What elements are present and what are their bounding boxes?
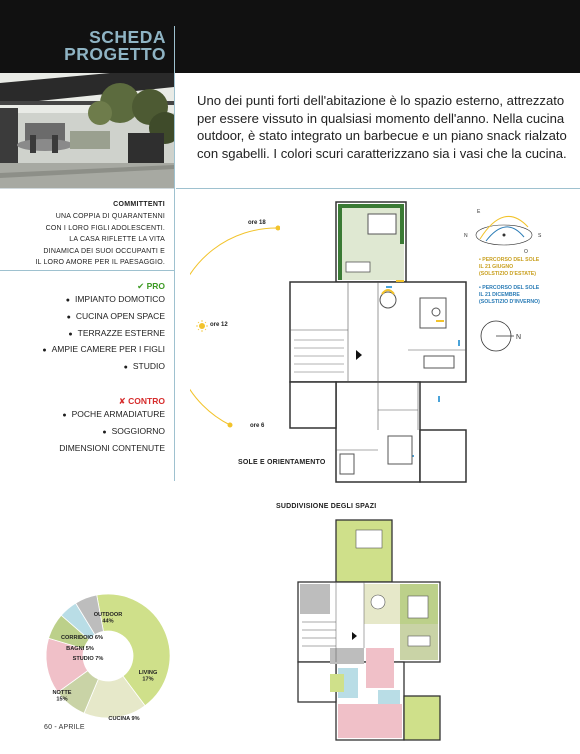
list-item: ● TERRAZZE ESTERNE [5,326,165,343]
list-item: ● STUDIO [5,359,165,376]
legend-line: • PERCORSO DEL SOLE [479,285,540,291]
space-donut-chart [44,592,172,720]
photo-divider [0,188,174,189]
legend-line: (SOLSTIZIO D'INVERNO) [479,299,540,305]
committenti-line: IL LORO AMORE PER IL PAESAGGIO. [35,259,165,266]
column-divider [174,26,175,481]
sidebar-divider [0,270,174,271]
pro-heading: ✔ PRO [137,281,165,291]
donut-label-studio: STUDIO 7% [72,656,104,662]
committenti-text [5,211,165,269]
legend-winter [479,285,540,306]
committenti-line: DINAMICA DEI SUOI OCCUPANTI E [43,247,165,255]
committenti-line: LA CASA RIFLETTE LA VITA [69,236,165,243]
committenti-line: UNA COPPIA DI QUARANTENNI [55,213,165,220]
dial-label: S [538,233,542,239]
donut-label-notte: NOTTE 15% [52,690,72,703]
committenti-heading: COMMITTENTI [113,201,165,208]
dial-label: E [477,209,481,215]
legend-line: • PERCORSO DEL SOLE [479,257,540,263]
north-compass-icon [480,318,526,354]
pro-list [5,292,165,376]
contro-list [5,407,165,457]
north-label: N [516,334,522,341]
plan-caption-spaces: SUDDIVISIONE DEGLI SPAZI [276,503,377,510]
intro-divider [176,188,580,189]
donut-label-cucina: CUCINA 9% [108,716,140,720]
terrace-photo [0,73,174,188]
legend-line: (SOLSTIZIO D'ESTATE) [479,271,536,277]
donut-label-corridoio: CORRIDOIO 6% [61,635,103,641]
legend-line: IL 21 DICEMBRE [479,292,520,298]
solstice-diagram [462,205,547,257]
contro-heading: ✘ CONTRO [118,396,165,406]
intro-paragraph: Uno dei punti forti dell'abitazione è lo spazio esterno, attrezzato per essere vissuto in qualsiasi momento dell'anno. Nella cucina outdoor, è stato integrato un barbecue e un piano snack rialzato con sgabelli. I colori scuri caratterizzano sia i vasi che la cucina. [197,93,567,161]
legend-line: IL 21 GIUGNO [479,264,514,270]
list-item: DIMENSIONI CONTENUTE [59,442,165,453]
floor-plan-spaces [296,518,442,742]
list-item: ● POCHE ARMADIATURE [5,407,165,424]
dial-label: O [524,249,528,255]
time-label-6: ore 6 [250,423,265,429]
title-line-2: PROGETTO [64,44,166,64]
floor-plan-orientation [288,200,468,490]
donut-label-outdoor: OUTDOOR 44% [93,612,123,625]
committenti-line: CON I LORO FIGLI ADOLESCENTI. [45,224,165,232]
legend-summer [479,257,539,278]
sun-path-arc [190,220,280,440]
sun-icon [196,320,208,332]
list-item: ● CUCINA OPEN SPACE [5,309,165,326]
page-footer: 60 - APRILE [44,724,85,731]
donut-label-living: LIVING 17% [138,670,158,683]
list-item: ● SOGGIORNO [5,424,165,441]
dial-label: N [464,233,468,239]
donut-label-bagni: BAGNI 5% [66,646,94,652]
time-label-18: ore 18 [248,220,266,226]
plan-caption-orientation: SOLE E ORIENTAMENTO [238,459,326,466]
section-title [64,29,166,63]
list-item: ● IMPIANTO DOMOTICO [5,292,165,309]
list-item: ● AMPIE CAMERE PER I FIGLI [5,342,165,359]
time-label-12: ore 12 [210,322,228,328]
title-line-1: SCHEDA [89,27,166,47]
